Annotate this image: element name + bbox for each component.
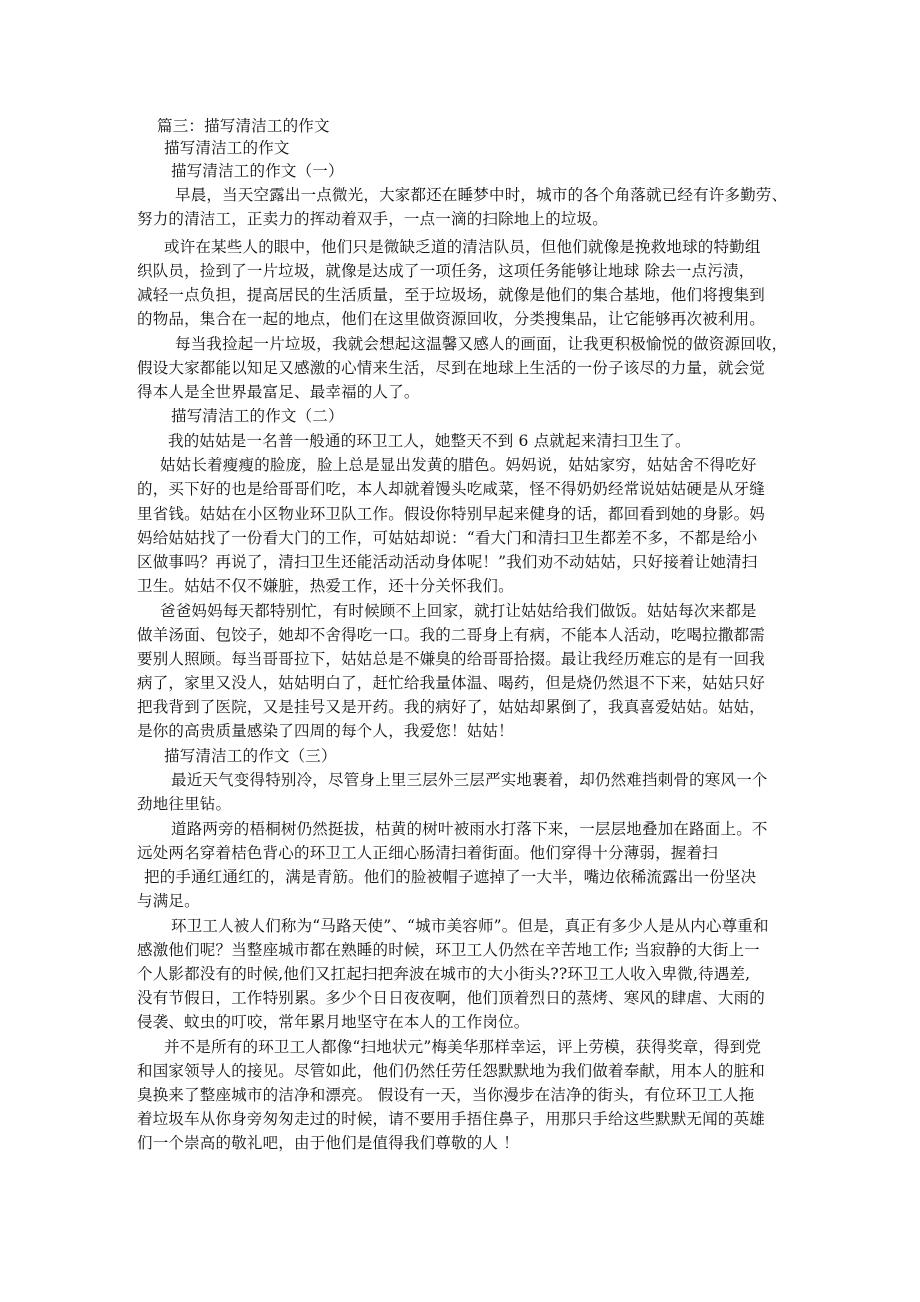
paragraph-line: 假设大家都能以知足又感激的心情来生活，尽到在地球上生活的一份子该尽的力量，就会觉 (137, 359, 766, 377)
paragraph-line: 妈给姑姑找了一份看大门的工作，可姑姑却说：“看大门和清扫卫生都差不多，不都是给小 (137, 529, 758, 547)
paragraph-line: 感激他们呢？当整座城市都在熟睡的时候，环卫工人仍然在辛苦地工作; 当寂静的大街上一 (137, 941, 760, 959)
paragraph-line: 的，买下好的也是给哥哥们吃，本人却就着馒头吃咸菜，怪不得奶奶经常说姑姑硬是从牙缝 (137, 480, 766, 498)
paragraph-line: 臭换来了整座城市的洁净和漂亮。 假设有一天，当你漫步在洁净的街头，有位环卫工人拖 (137, 1086, 755, 1104)
paragraph-line: 和国家领导人的接见。尽管如此，他们仍然任劳任怨默默地为我们做着奉献，用本人的脏和 (137, 1062, 766, 1080)
paragraph-line: 远处两名穿着桔色背心的环卫工人正细心肠清扫着街面。他们穿得十分薄弱，握着扫 (137, 844, 718, 862)
paragraph-line: 环卫工人被人们称为“马路天使”、“城市美容师”。但是，真正有多少人是从内心尊重和 (171, 917, 769, 935)
paragraph-line: 把的手通红通红的，满是青筋。他们的脸被帽子遮掉了一大半，嘴边依稀流露出一份坚决 (144, 868, 757, 886)
paragraph-line: 要别人照顾。每当哥哥拉下，姑姑总是不嫌臭的给哥哥拾掇。最让我经历难忘的是有一回我 (137, 650, 766, 668)
paragraph-line: 病了，家里又没人，姑姑明白了，赶忙给我量体温、喝药，但是烧仍然退不下来，姑姑只好 (137, 674, 766, 692)
paragraph-line: 的物品，集合在一起的地点，他们在这里做资源回收，分类搜集品，让它能够再次被利用。 (137, 310, 766, 328)
paragraph-line: 或许在某些人的眼中，他们只是微缺乏道的清洁队员，但他们就像是挽救地球的特勤组 (164, 238, 761, 256)
essay-title: 描写清洁工的作文 (164, 139, 290, 157)
essay-subtitle-2: 描写清洁工的作文（二） (171, 407, 344, 425)
paragraph-line: 我的姑姑是一名普一般通的环卫工人，她整天不到 6 点就起来清扫卫生了。 (168, 432, 691, 450)
essay-subtitle-1: 描写清洁工的作文（一） (171, 162, 344, 180)
paragraph-line: 劲地往里钻。 (137, 795, 232, 813)
paragraph-line: 着垃圾车从你身旁匆匆走过的时候，请不要用手捂住鼻子，用那只手给这些默默无闻的英雄 (137, 1110, 766, 1128)
paragraph-line: 道路两旁的梧桐树仍然挺拔，枯黄的树叶被雨水打落下来，一层层地叠加在路面上。不 (171, 820, 768, 838)
paragraph-line: 努力的清洁工，正卖力的挥动着双手，一点一滴的扫除地上的垃圾。 (137, 210, 609, 228)
paragraph-line: 们一个崇高的敬礼吧，由于他们是值得我们尊敬的人 ！ (137, 1134, 519, 1152)
paragraph-line: 做羊汤面、包饺子，她却不舍得吃一口。我的二哥身上有病，不能本人活动，吃喝拉撒都需 (137, 626, 766, 644)
section-heading: 篇三：描写清洁工的作文 (157, 117, 330, 135)
paragraph-line: 卫生。姑姑不仅不嫌脏，热爱工作，还十分关怀我们。 (137, 577, 514, 595)
paragraph-line: 最近天气变得特别冷，尽管身上里三层外三层严实地裹着，却仍然难挡刺骨的寒风一个 (171, 771, 768, 789)
paragraph-line: 每当我捡起一片垃圾，我就会想起这温馨又感人的画面，让我更积极愉悦的做资源回收， (175, 335, 788, 353)
paragraph-line: 个人影都没有的时候,他们又扛起扫把奔波在城市的大小街头??环卫工人收入卑微,待遇差, (137, 965, 751, 983)
paragraph-line: 织队员，捡到了一片垃圾，就像是达成了一项任务，这项任务能够让地球 除去一点污渍， (137, 262, 755, 280)
paragraph-line: 爸爸妈妈每天都特别忙，有时候顾不上回家，就打让姑姑给我们做饭。姑姑每次来都是 (160, 602, 757, 620)
paragraph-line: 早晨，当天空露出一点微光，大家都还在睡梦中时，城市的各个角落就已经有许多勤劳、 (175, 186, 788, 204)
paragraph-line: 姑姑长着瘦瘦的脸庞，脸上总是显出发黄的腊色。妈妈说，姑姑家穷，姑姑舍不得吃好 (160, 456, 757, 474)
paragraph-line: 侵袭、蚊虫的叮咬，常年累月地坚守在本人的工作岗位。 (137, 1013, 530, 1031)
paragraph-line: 并不是所有的环卫工人都像“扫地状元”梅美华那样幸运，评上劳模，获得奖章，得到党 (164, 1038, 762, 1056)
paragraph-line: 得本人是全世界最富足、最幸福的人了。 (137, 383, 420, 401)
paragraph-line: 把我背到了医院，又是挂号又是开药。我的病好了，姑姑却累倒了，我真喜爱姑姑。姑姑， (137, 698, 766, 716)
essay-subtitle-3: 描写清洁工的作文（三） (164, 747, 337, 765)
paragraph-line: 区做事吗？再说了，清扫卫生还能活动活动身体呢！”我们劝不动姑姑，只好接着让她清扫 (137, 553, 758, 571)
paragraph-line: 是你的高贵质量感染了四周的每个人，我爱您！姑姑！ (137, 722, 514, 740)
paragraph-line: 里省钱。姑姑在小区物业环卫队工作。假设你特别早起来健身的话，都回看到她的身影。妈 (137, 505, 766, 523)
paragraph-line: 与满足。 (137, 892, 200, 910)
paragraph-line: 没有节假日，工作特别累。多少个日日夜夜啊，他们顶着烈日的蒸烤、寒风的肆虐、大雨的 (137, 989, 766, 1007)
paragraph-line: 减轻一点负担，提高居民的生活质量，至于垃圾场，就像是他们的集合基地，他们将搜集到 (137, 286, 766, 304)
